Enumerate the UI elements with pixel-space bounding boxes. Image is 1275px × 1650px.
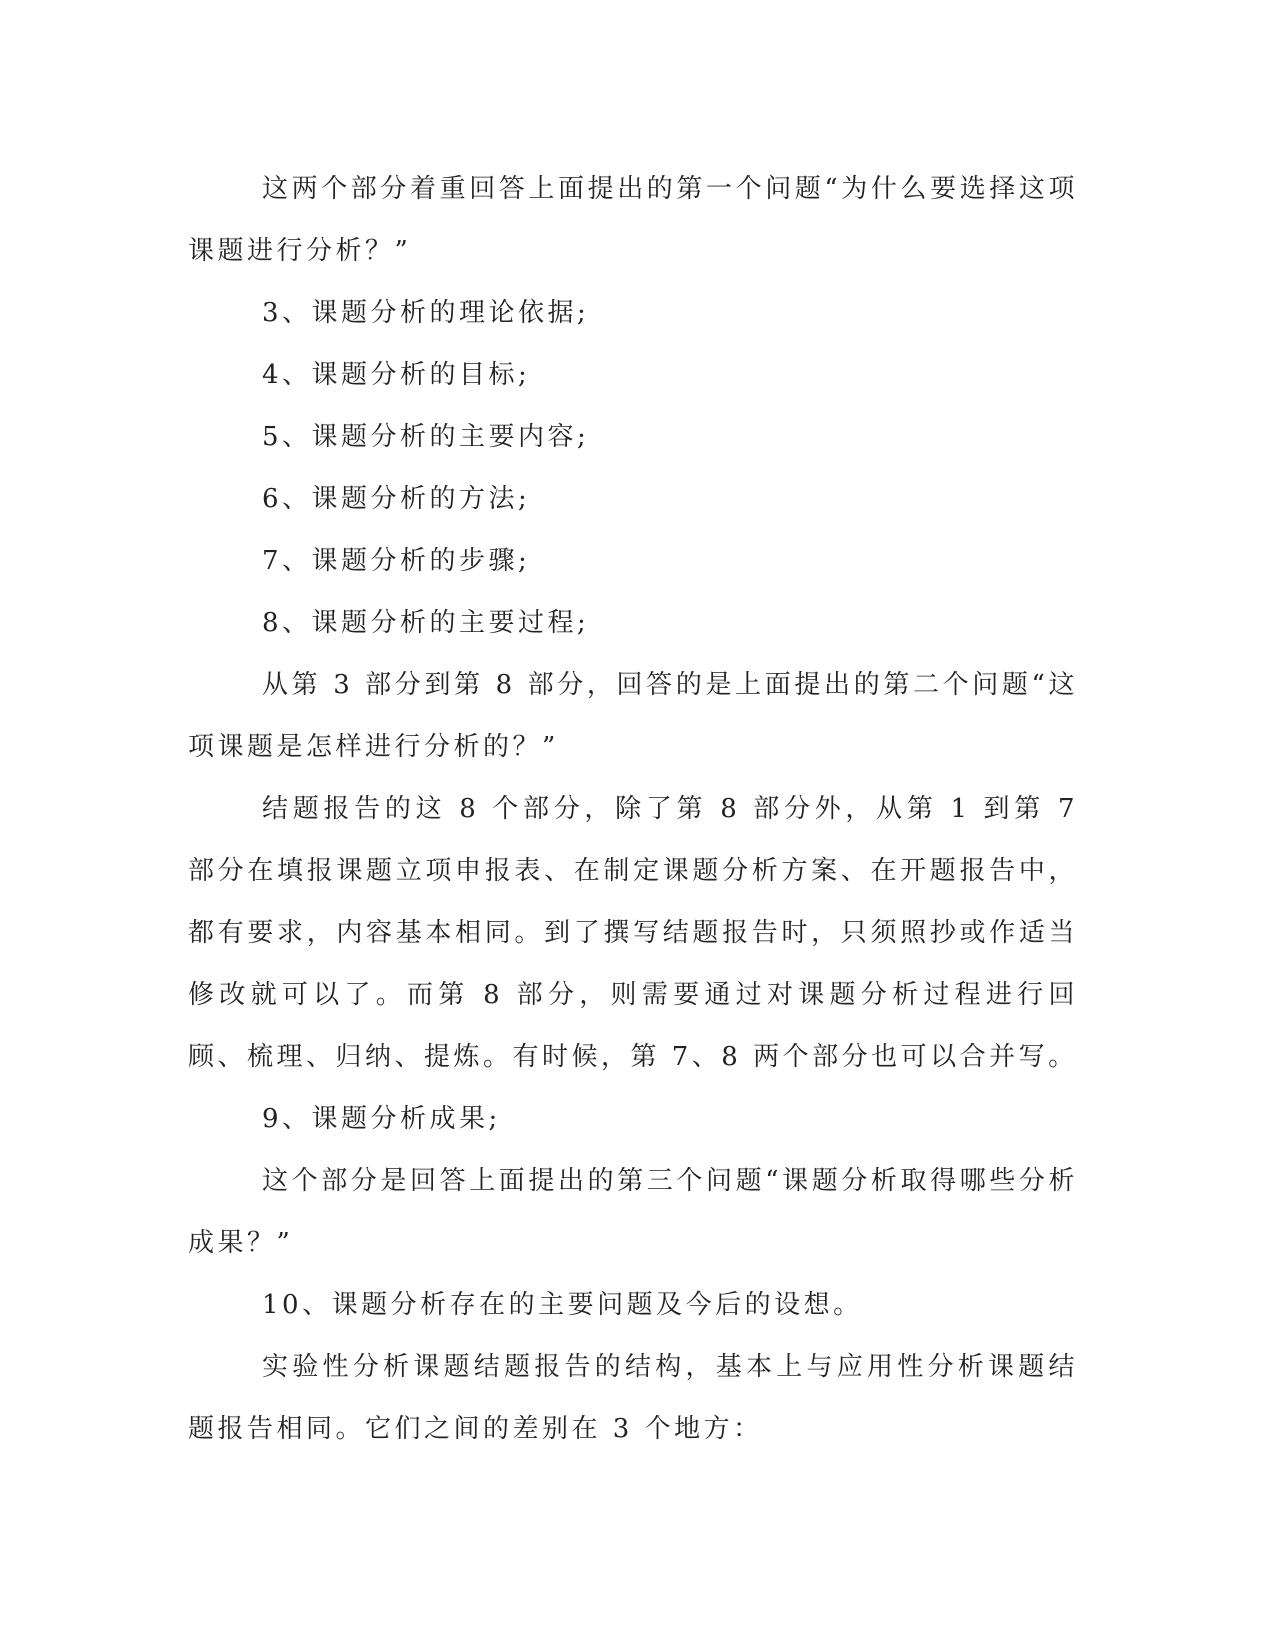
paragraph-report-parts-explanation: 结题报告的这 8 个部分，除了第 8 部分外，从第 1 到第 7 部分在填报课题立项申报表、在制定课题分析方案、在开题报告中，都有要求，内容基本相同。到了撰写结题报告时，只须照抄或作适当修改就可以了。而第 8 部分，则需要通过对课题分析过程进行回顾、梳理、归纳、提炼。有时候，第 7、8 两个部分也可以合并写。 [188,794,1078,1072]
paragraph-question-three: 这个部分是回答上面提出的第三个问题“课题分析取得哪些分析成果？” [188,1166,1078,1258]
list-item-3-theory-basis: 3、课题分析的理论依据; [262,298,590,328]
document-body [188,158,1078,1460]
list-item-5-main-content: 5、课题分析的主要内容; [262,422,590,452]
list-item-9-results: 9、课题分析成果; [262,1104,501,1134]
paragraph-experimental-report-structure: 实验性分析课题结题报告的结构，基本上与应用性分析课题结题报告相同。它们之间的差别在 3 个地方： [188,1352,1078,1444]
list-item-8-main-process: 8、课题分析的主要过程; [262,608,590,638]
paragraph-intro-question-one: 这两个部分着重回答上面提出的第一个问题“为什么要选择这项课题进行分析？” [188,174,1078,266]
list-item-10-problems-and-plans: 10、课题分析存在的主要问题及今后的设想。 [262,1290,863,1320]
list-item-4-goals: 4、课题分析的目标; [262,360,531,390]
list-item-7-steps: 7、课题分析的步骤; [262,546,531,576]
list-item-6-methods: 6、课题分析的方法; [262,484,531,514]
paragraph-question-two: 从第 3 部分到第 8 部分，回答的是上面提出的第二个问题“这项课题是怎样进行分析的？” [188,670,1078,762]
